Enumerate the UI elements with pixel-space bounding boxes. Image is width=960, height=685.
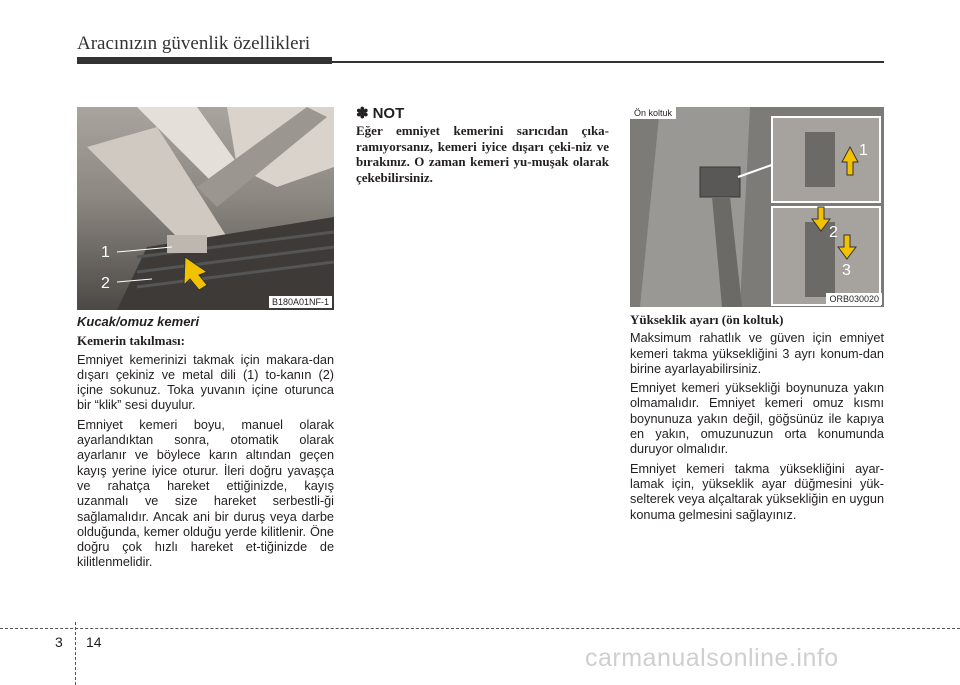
header-rule-thick (77, 57, 332, 64)
callout-2: 2 (829, 224, 838, 241)
callout-2: 2 (101, 275, 110, 292)
chapter-number: 3 (55, 634, 63, 650)
figure-code: B180A01NF-1 (269, 296, 332, 308)
page-number: 14 (86, 634, 102, 650)
paragraph: Emniyet kemerinizi takmak için makara-dan dışarı çekiniz ve metal dili (1) to-kanın (2) içine sokunuz. Toka yuvanın içine oturunca bir “klik” sesi duyulur. (77, 352, 334, 413)
note-title-text: NOT (372, 105, 405, 122)
watermark: carmanualsonline.info (585, 644, 839, 672)
page-header-title: Aracınızın güvenlik özellikleri (77, 33, 311, 54)
section-heading: Kemerin takılması: (77, 333, 185, 349)
seatbelt-buckle-illustration (77, 107, 334, 310)
footer-divider (75, 622, 76, 685)
section-subtitle: Kucak/omuz kemeri (77, 314, 200, 329)
figure-caption: Ön koltuk (630, 107, 676, 119)
callout-1: 1 (859, 142, 868, 159)
note-body: Eğer emniyet kemerini sarıcıdan çıka-ramıyorsanız, kemeri iyice dışarı çeki-niz ve bırakınız. O zaman kemeri yu-muşak olarak çekebilirsiniz. (356, 123, 609, 185)
left-column (77, 314, 334, 575)
note-box (356, 106, 609, 185)
height-adjust-illustration (630, 107, 884, 307)
right-column (630, 312, 884, 527)
paragraph: Maksimum rahatlık ve güven için emniyet kemeri takma yüksekliğini 3 ayrı konum-dan birine ayarlayabilirsiniz. (630, 331, 884, 376)
paragraph: Emniyet kemeri boyu, manuel olarak ayarlandıktan sonra, otomatik olarak ayarlanır ve böylece karın altından geçen kayış yerine iyice oturur. İleri doğru yavaşça ve rahatça hareket ettiğinizde, kayış uzanmalı ve size hareket serbestli-ği sağlamalıdır. Ancak ani bir duruş veya darbe olduğunda, kemer olduğu yerde kilitlenir. Öne doğru çok hızlı hareket et-tiğinizde de kilitlenmelidir. (77, 417, 334, 570)
paragraph: Emniyet kemeri takma yüksekliğini ayar-lamak için, yükseklik ayar düğmesini yük-selterek veya alçaltarak yüksekliğin en uygun konuma gelmesini sağlayınız. (630, 461, 884, 522)
footer-rule (0, 628, 960, 629)
figure-code: ORB030020 (826, 293, 882, 305)
header-rule-thin (332, 61, 884, 63)
paragraph: Emniyet kemeri yüksekliği boynunuza yakın olmamalıdır. Emniyet kemeri omuz kısmı boynunuza yakın değil, göğsünüz ile kapıya en yakın, omuzunuzun orta konumunda duruyor olmalıdır. (630, 381, 884, 457)
callout-1: 1 (101, 244, 110, 261)
section-heading: Yükseklik ayarı (ön koltuk) (630, 312, 784, 327)
asterisk-icon: ✽ (356, 105, 369, 122)
seatbelt-buckle-figure (77, 107, 334, 310)
height-adjust-figure (630, 107, 884, 307)
callout-3: 3 (842, 262, 851, 279)
note-title (356, 106, 609, 121)
